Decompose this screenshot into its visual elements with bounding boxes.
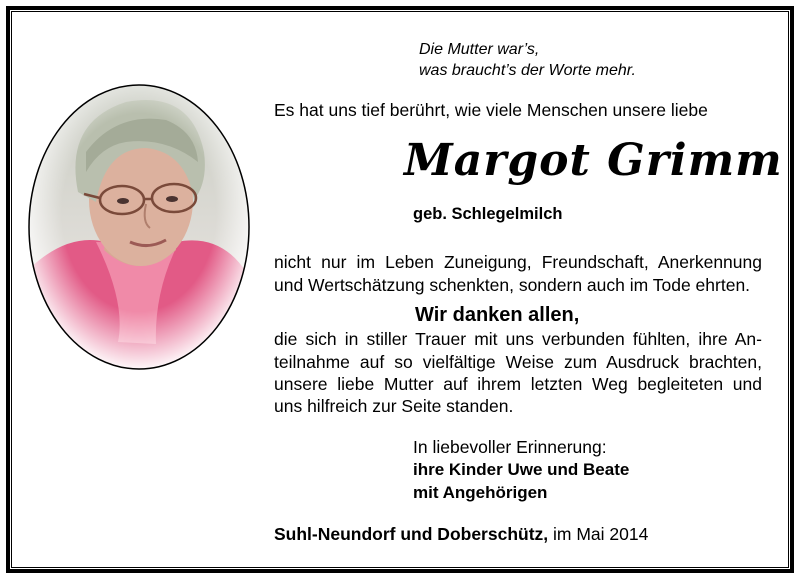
footer-place: Suhl-Neundorf und Doberschütz, xyxy=(274,524,549,544)
paragraph-1-line-2: und Wertschätzung schenkten, sondern auch im Tode ehrten. xyxy=(274,275,751,295)
maiden-name: geb. Schlegelmilch xyxy=(413,205,563,223)
intro-text: Es hat uns tief berührt, wie viele Menschen unsere liebe xyxy=(274,100,708,120)
paragraph-1-line-1: nicht nur im Leben Zuneigung, Freundschaft, Anerkennung xyxy=(274,252,762,272)
deceased-name: Margot Grimm xyxy=(404,135,783,186)
paragraph-2-line-4: uns hilfreich zur Seite standen. xyxy=(274,396,514,416)
portrait-photo xyxy=(26,82,252,372)
motto-line-1: Die Mutter war’s, xyxy=(419,41,540,58)
thanks-heading: Wir danken allen, xyxy=(415,304,580,326)
footer-line xyxy=(274,523,648,545)
signature-line-1: ihre Kinder Uwe und Beate xyxy=(413,460,630,479)
signature-intro: In liebevoller Erinnerung: xyxy=(413,437,607,457)
footer-date: im Mai 2014 xyxy=(548,524,649,544)
signature-line-2: mit Angehörigen xyxy=(413,483,548,502)
motto-line-2: was braucht’s der Worte mehr. xyxy=(419,62,636,79)
paragraph-2-line-2: teilnahme auf so vielfältige Weise zum Ausdruck brachten, xyxy=(274,352,762,372)
paragraph-2-line-3: unsere liebe Mutter auf ihrem letzten Weg begleiteten und xyxy=(274,374,762,394)
paragraph-2-line-1: die sich in stiller Trauer mit uns verbunden fühlten, ihre An- xyxy=(274,329,762,349)
